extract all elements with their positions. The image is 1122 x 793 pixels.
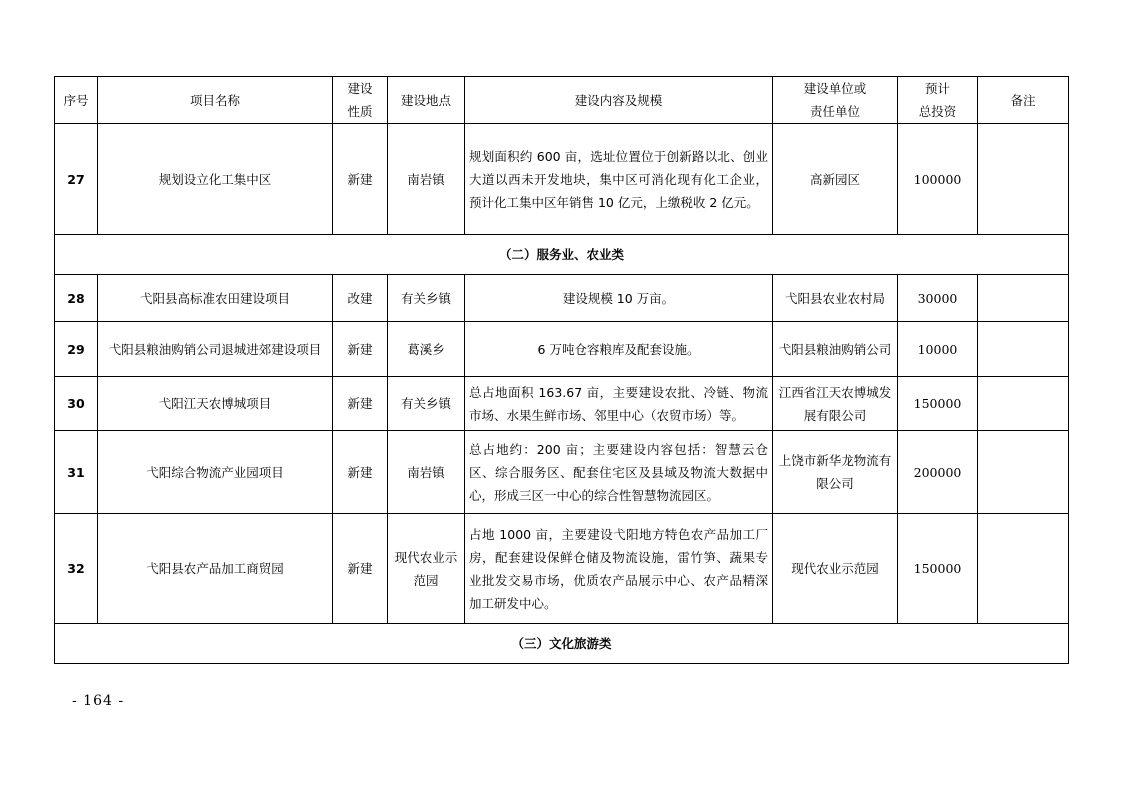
row-content: 规划面积约 600 亩，选址位置位于创新路以北、创业大道以西未开发地块，集中区可消化现有化工企业，预计化工集中区年销售 10 亿元，上缴税收 2 亿元。 [465,124,773,235]
row-nature: 改建 [333,275,388,322]
table-row [55,275,1069,322]
row-nature: 新建 [333,514,388,624]
row-content: 6 万吨仓容粮库及配套设施。 [465,322,773,377]
row-content: 总占地面积 163.67 亩，主要建设农批、冷链、物流市场、水果生鲜市场、邻里中心（农贸市场）等。 [465,377,773,431]
row-remark [978,514,1069,624]
row-location: 现代农业示范园 [388,514,465,624]
row-seq: 31 [55,431,98,514]
row-remark [978,377,1069,431]
row-nature: 新建 [333,431,388,514]
row-investment: 150000 [898,377,978,431]
header-remark: 备注 [978,77,1069,124]
header-seq: 序号 [55,77,98,124]
row-unit: 弋阳县粮油购销公司 [773,322,898,377]
section-title: （二）服务业、农业类 [55,235,1069,275]
row-seq: 32 [55,514,98,624]
row-unit: 上饶市新华龙物流有限公司 [773,431,898,514]
table-row [55,124,1069,235]
row-name: 弋阳综合物流产业园项目 [98,431,333,514]
row-location: 南岩镇 [388,431,465,514]
row-seq: 28 [55,275,98,322]
header-name: 项目名称 [98,77,333,124]
section-row [55,624,1069,664]
row-investment: 150000 [898,514,978,624]
row-location: 南岩镇 [388,124,465,235]
row-nature: 新建 [333,322,388,377]
row-name: 弋阳县粮油购销公司退城进郊建设项目 [98,322,333,377]
table-row [55,322,1069,377]
row-investment: 100000 [898,124,978,235]
project-table [54,76,1069,664]
row-location: 有关乡镇 [388,275,465,322]
row-investment: 200000 [898,431,978,514]
section-title: （三）文化旅游类 [55,624,1069,664]
header-content: 建设内容及规模 [465,77,773,124]
section-row [55,235,1069,275]
row-seq: 30 [55,377,98,431]
table-row [55,431,1069,514]
row-nature: 新建 [333,124,388,235]
row-name: 弋阳江天农博城项目 [98,377,333,431]
row-investment: 10000 [898,322,978,377]
row-content: 占地 1000 亩，主要建设弋阳地方特色农产品加工厂房，配套建设保鲜仓储及物流设施，雷竹笋、蔬果专业批发交易市场，优质农产品展示中心、农产品精深加工研发中心。 [465,514,773,624]
row-remark [978,124,1069,235]
table-header-row [55,77,1069,124]
row-unit: 江西省江天农博城发展有限公司 [773,377,898,431]
row-content: 建设规模 10 万亩。 [465,275,773,322]
row-nature: 新建 [333,377,388,431]
row-remark [978,275,1069,322]
row-unit: 现代农业示范园 [773,514,898,624]
page-number: - 164 - [72,693,125,709]
header-unit: 建设单位或 责任单位 [773,77,898,124]
header-nature: 建设 性质 [333,77,388,124]
table-row [55,377,1069,431]
row-name: 弋阳县高标准农田建设项目 [98,275,333,322]
row-unit: 高新园区 [773,124,898,235]
row-location: 有关乡镇 [388,377,465,431]
row-location: 葛溪乡 [388,322,465,377]
header-location: 建设地点 [388,77,465,124]
table-row [55,514,1069,624]
row-unit: 弋阳县农业农村局 [773,275,898,322]
row-name: 规划设立化工集中区 [98,124,333,235]
row-seq: 29 [55,322,98,377]
row-seq: 27 [55,124,98,235]
row-content: 总占地约：200 亩；主要建设内容包括：智慧云仓区、综合服务区、配套住宅区及县域及物流大数据中心，形成三区一中心的综合性智慧物流园区。 [465,431,773,514]
row-remark [978,322,1069,377]
header-investment: 预计 总投资 [898,77,978,124]
row-investment: 30000 [898,275,978,322]
row-name: 弋阳县农产品加工商贸园 [98,514,333,624]
row-remark [978,431,1069,514]
